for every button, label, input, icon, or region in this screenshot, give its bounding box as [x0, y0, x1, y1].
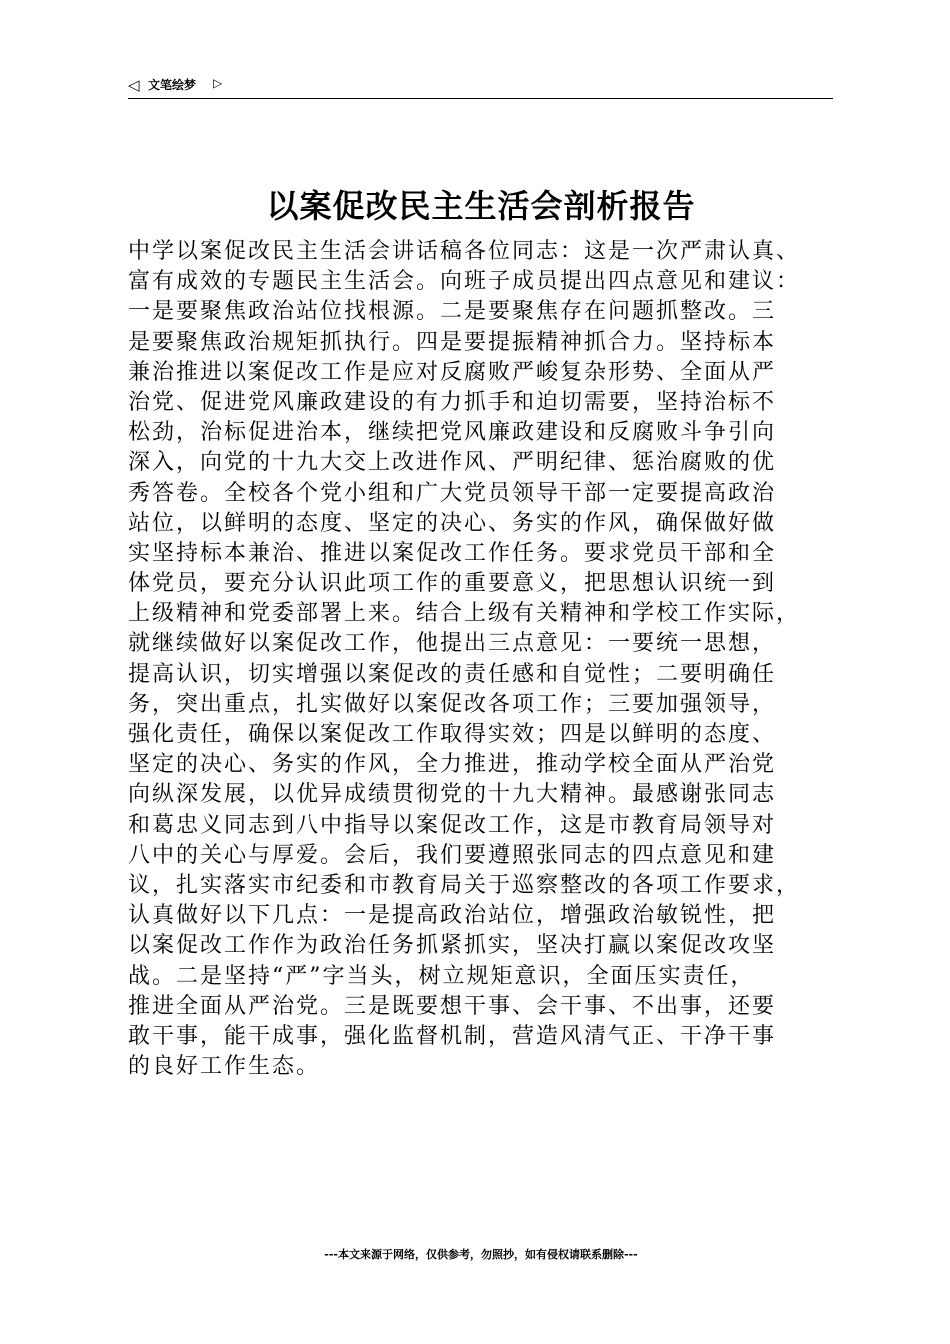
body-line: 兼治推进以案促改工作是应对反腐败严峻复杂形势、全面从严 — [128, 359, 777, 385]
body-line: 坚定的决心、务实的作风，全力推进，推动学校全面从严治党 — [128, 752, 777, 778]
document-body — [128, 237, 840, 1082]
body-line: 向纵深发展，以优异成绩贯彻党的十九大精神。最感谢张同志 — [128, 782, 777, 808]
header-brand-label: 文笔绘梦 — [148, 78, 197, 92]
left-triangle-icon: ◁ — [128, 76, 140, 94]
body-line: 一是要聚焦政治站位找根源。二是要聚焦存在问题抓整改。三 — [128, 299, 777, 325]
body-line: 秀答卷。全校各个党小组和广大党员领导干部一定要提高政治 — [128, 480, 777, 506]
body-line: 就继续做好以案促改工作，他提出三点意见：一要统一思想， — [128, 631, 777, 657]
body-line: 以案促改工作作为政治任务抓紧抓实，坚决打赢以案促改攻坚 — [128, 933, 777, 959]
footer-disclaimer: ---本文来源于网络，仅供参考，勿照抄，如有侵权请联系删除--- — [324, 1248, 638, 1261]
page-header — [128, 74, 833, 99]
body-line: 强化责任，确保以案促改工作取得实效；四是以鲜明的态度、 — [128, 722, 777, 747]
body-line: 提高认识，切实增强以案促改的责任感和自觉性；二要明确任 — [128, 661, 777, 687]
body-line: 敢干事，能干成事，强化监督机制，营造风清气正、干净干事 — [128, 1023, 777, 1049]
body-line: 富有成效的专题民主生活会。向班子成员提出四点意见和建议： — [128, 269, 801, 295]
body-line: 松劲，治标促进治本，继续把党风廉政建设和反腐败斗争引向 — [128, 420, 777, 446]
body-line: 议，扎实落实市纪委和市教育局关于巡察整改的各项工作要求， — [128, 872, 801, 898]
body-line: 和葛忠义同志到八中指导以案促改工作，这是市教育局领导对 — [128, 812, 777, 838]
body-line: 是要聚焦政治规矩抓执行。四是要提振精神抓合力。坚持标本 — [128, 329, 777, 355]
body-line: 战。二是坚持“严”字当头，树立规矩意识，全面压实责任， — [128, 963, 755, 989]
body-line: 体党员，要充分认识此项工作的重要意义，把思想认识统一到 — [128, 571, 777, 597]
document-title: 以案促改民主生活会剖析报告 — [266, 187, 696, 225]
body-line: 实坚持标本兼治、推进以案促改工作任务。要求党员干部和全 — [128, 540, 777, 566]
body-line: 站位，以鲜明的态度、坚定的决心、务实的作风，确保做好做 — [128, 510, 777, 536]
body-line: 的良好工作生态。 — [128, 1054, 321, 1080]
body-line: 认真做好以下几点：一是提高政治站位，增强政治敏锐性，把 — [128, 903, 777, 929]
body-line: 中学以案促改民主生活会讲话稿各位同志：这是一次严肃认真、 — [128, 239, 801, 264]
body-line: 深入，向党的十九大交上改进作风、严明纪律、惩治腐败的优 — [128, 450, 777, 476]
right-triangle-icon: ▷ — [213, 76, 223, 90]
body-line: 上级精神和党委部署上来。结合上级有关精神和学校工作实际， — [128, 601, 801, 627]
body-line: 推进全面从严治党。三是既要想干事、会干事、不出事，还要 — [128, 993, 777, 1019]
body-line: 八中的关心与厚爱。会后，我们要遵照张同志的四点意见和建 — [128, 842, 777, 868]
body-line: 治党、促进党风廉政建设的有力抓手和迫切需要，坚持治标不 — [128, 389, 777, 415]
body-line: 务，突出重点，扎实做好以案促改各项工作；三要加强领导， — [128, 691, 777, 717]
